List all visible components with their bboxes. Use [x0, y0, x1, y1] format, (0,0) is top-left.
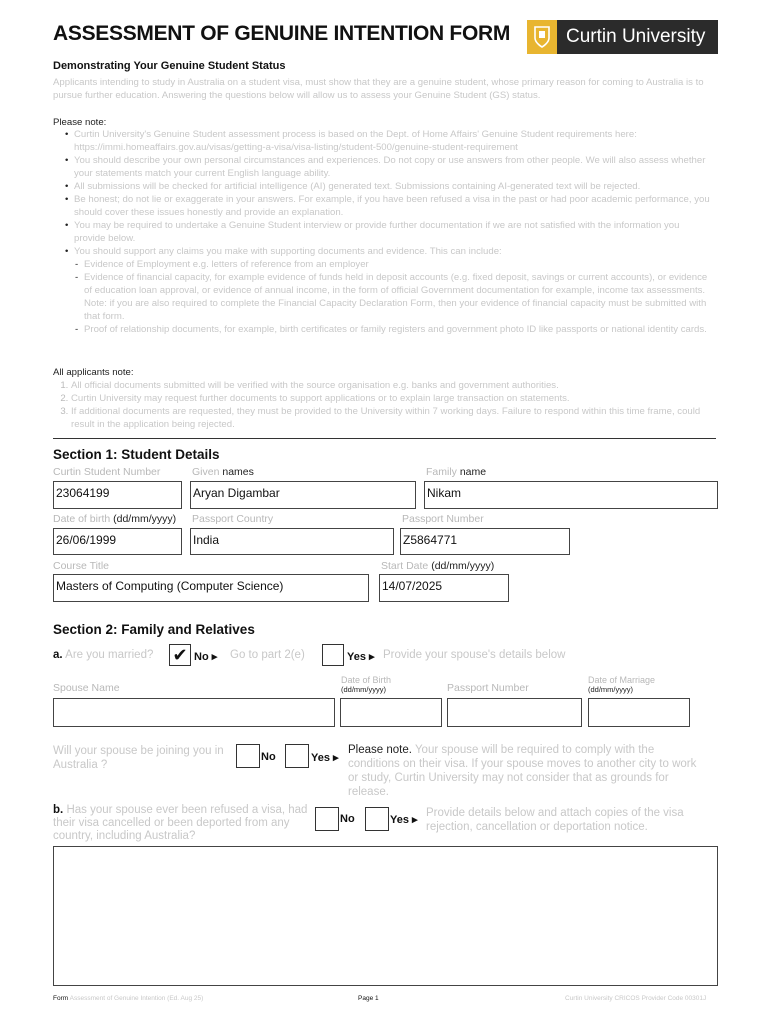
refused-yes-checkbox[interactable]	[365, 807, 389, 831]
student-number-field[interactable]: 23064199	[53, 481, 182, 509]
refused-no-label: No	[340, 813, 355, 825]
dob-label: Date of birth (dd/mm/yyyy)	[53, 513, 177, 525]
course-title-field[interactable]: Masters of Computing (Computer Science)	[53, 574, 369, 602]
note-item	[74, 245, 712, 336]
spouse-please-note: Please note. Your spouse will be required to comply with the conditions on their visa. If your spouse moves to another city to work or study, Curtin University may not consider that as grounds for release.	[348, 744, 697, 798]
married-no-label: No ▸	[194, 651, 218, 663]
joining-no-checkbox[interactable]	[236, 744, 260, 768]
spouse-name-label: Spouse Name	[53, 682, 120, 694]
spouse-name-field[interactable]	[53, 698, 335, 727]
joining-yes-label: Yes ▸	[311, 752, 339, 764]
dob-field[interactable]: 26/06/1999	[53, 528, 182, 555]
sub-note-item: - Evidence of financial capacity, for example evidence of funds held in deposit accounts (e.g. fixed deposit, savings or current accounts), or evidence of education loan approval, or evidence of annual income, in the form of official Government documentation for example, income tax assessments. Note: if you are also required to complete the Financial Capacity Declaration Form, then your evidence of financial capacity must be submitted with that form.	[84, 271, 712, 323]
curtin-logo	[527, 20, 718, 54]
spouse-joining-question: Will your spouse be joining you in Australia ?	[53, 745, 224, 771]
refusal-details-textarea[interactable]	[53, 846, 718, 986]
student-number-label: Curtin Student Number	[53, 466, 161, 478]
start-date-field[interactable]: 14/07/2025	[379, 574, 509, 602]
married-no-checkbox[interactable]: ✔	[169, 644, 191, 666]
intro-heading: Demonstrating Your Genuine Student Status	[53, 60, 286, 72]
note-item: • You should describe your own personal circumstances and experiences. Do not copy or use answers from other people. We will also assess whether your statements match your current English language ability.	[74, 154, 712, 180]
applicant-note-item: 2. Curtin University may request further documents to support applications or to explain large transaction on statements.	[71, 392, 713, 405]
applicants-heading: All applicants note:	[53, 367, 134, 378]
section-divider	[53, 438, 716, 439]
question-a	[53, 649, 153, 661]
married-yes-hint: Provide your spouse's details below	[383, 649, 566, 661]
passport-country-field[interactable]: India	[190, 528, 394, 555]
question-b-hint: Provide details below and attach copies of the visa rejection, cancellation or deportation notice.	[426, 807, 684, 833]
spouse-passport-field[interactable]	[447, 698, 582, 727]
refused-yes-label: Yes ▸	[390, 814, 418, 826]
note-item: • All submissions will be checked for artificial intelligence (AI) generated text. Submissions containing AI-generated text will be rejected.	[74, 180, 712, 193]
applicant-note-item: 1. All official documents submitted will be verified with the source organisation e.g. banks and government authorities.	[71, 379, 713, 392]
question-a-text: Are you married?	[65, 649, 154, 661]
married-yes-checkbox[interactable]	[322, 644, 344, 666]
applicant-note-item: 3. If additional documents are requested, they must be provided to the University within 7 working days. Failure to respond within this time frame, could result in the application being rejected.	[71, 405, 713, 431]
course-title-label: Course Title	[53, 560, 110, 572]
passport-country-label: Passport Country	[192, 513, 274, 525]
spouse-marriage-label: Date of Marriage (dd/mm/yyyy)	[588, 675, 656, 694]
given-names-label: Given names	[192, 466, 254, 478]
footer-form: Form Assessment of Genuine Intention (Ed. Aug 25)	[53, 995, 204, 1002]
married-yes-label: Yes ▸	[347, 651, 375, 663]
passport-number-field[interactable]: Z5864771	[400, 528, 570, 555]
question-b-letter: b.	[53, 804, 64, 816]
note-item: • Be honest; do not lie or exaggerate in your answers. For example, if you have been refused a visa in the past or had poor academic performance, you should cover these issues honestly and provide an explanation.	[74, 193, 712, 219]
sub-note-item: - Proof of relationship documents, for example, birth certificates or family registers and government photo ID like passports or national identity cards.	[84, 323, 712, 336]
logo-text: Curtin University	[566, 26, 706, 47]
start-date-label: Start Date (dd/mm/yyyy)	[381, 560, 495, 572]
crest-icon	[527, 20, 557, 54]
spouse-passport-label: Passport Number	[447, 682, 529, 694]
question-b-text: Has your spouse ever been refused a visa, had their visa cancelled or been deported from any country, including Australia?	[53, 804, 308, 842]
intro-paragraph: Applicants intending to study in Australia on a student visa, must show that they are a genuine student, whose primary reason for coming to Australia is to pursue further education. Answering the questions below will allow us to assess your Genuine Student (GS) status.	[53, 77, 704, 101]
notes-list	[62, 128, 712, 336]
passport-number-label: Passport Number	[402, 513, 484, 525]
given-names-field[interactable]: Aryan Digambar	[190, 481, 416, 509]
notes-heading: Please note:	[53, 117, 107, 128]
married-no-hint: Go to part 2(e)	[230, 649, 305, 661]
refused-no-checkbox[interactable]	[315, 807, 339, 831]
section1-title: Section 1: Student Details	[53, 447, 220, 462]
sub-note-item: - Evidence of Employment e.g. letters of reference from an employer	[84, 258, 712, 271]
question-a-letter: a.	[53, 649, 63, 661]
joining-yes-checkbox[interactable]	[285, 744, 309, 768]
family-name-label: Family name	[426, 466, 487, 478]
spouse-dob-field[interactable]	[340, 698, 442, 727]
spouse-dob-label: Date of Birth (dd/mm/yyyy)	[341, 675, 392, 694]
footer-page: Page 1	[358, 995, 379, 1002]
note-item: • Curtin University's Genuine Student assessment process is based on the Dept. of Home Affairs' Genuine Student requirements here: https://immi.homeaffairs.gov.au/visas/getting-a-visa/visa-listing/student-500/genuine-student-requirement	[74, 128, 712, 154]
question-b	[53, 804, 308, 843]
form-title: ASSESSMENT OF GENUINE INTENTION FORM	[53, 22, 511, 45]
note-item-text: You should support any claims you make with supporting documents and evidence. This can include:	[74, 246, 502, 257]
spouse-marriage-field[interactable]	[588, 698, 690, 727]
joining-no-label: No	[261, 751, 276, 763]
footer-right: Curtin University CRICOS Provider Code 00301J	[565, 995, 707, 1002]
note-item: • You may be required to undertake a Genuine Student interview or provide further documentation if we are not satisfied with the information you provide below.	[74, 219, 712, 245]
family-name-field[interactable]: Nikam	[424, 481, 718, 509]
applicants-list	[53, 379, 713, 431]
section2-title: Section 2: Family and Relatives	[53, 622, 255, 637]
